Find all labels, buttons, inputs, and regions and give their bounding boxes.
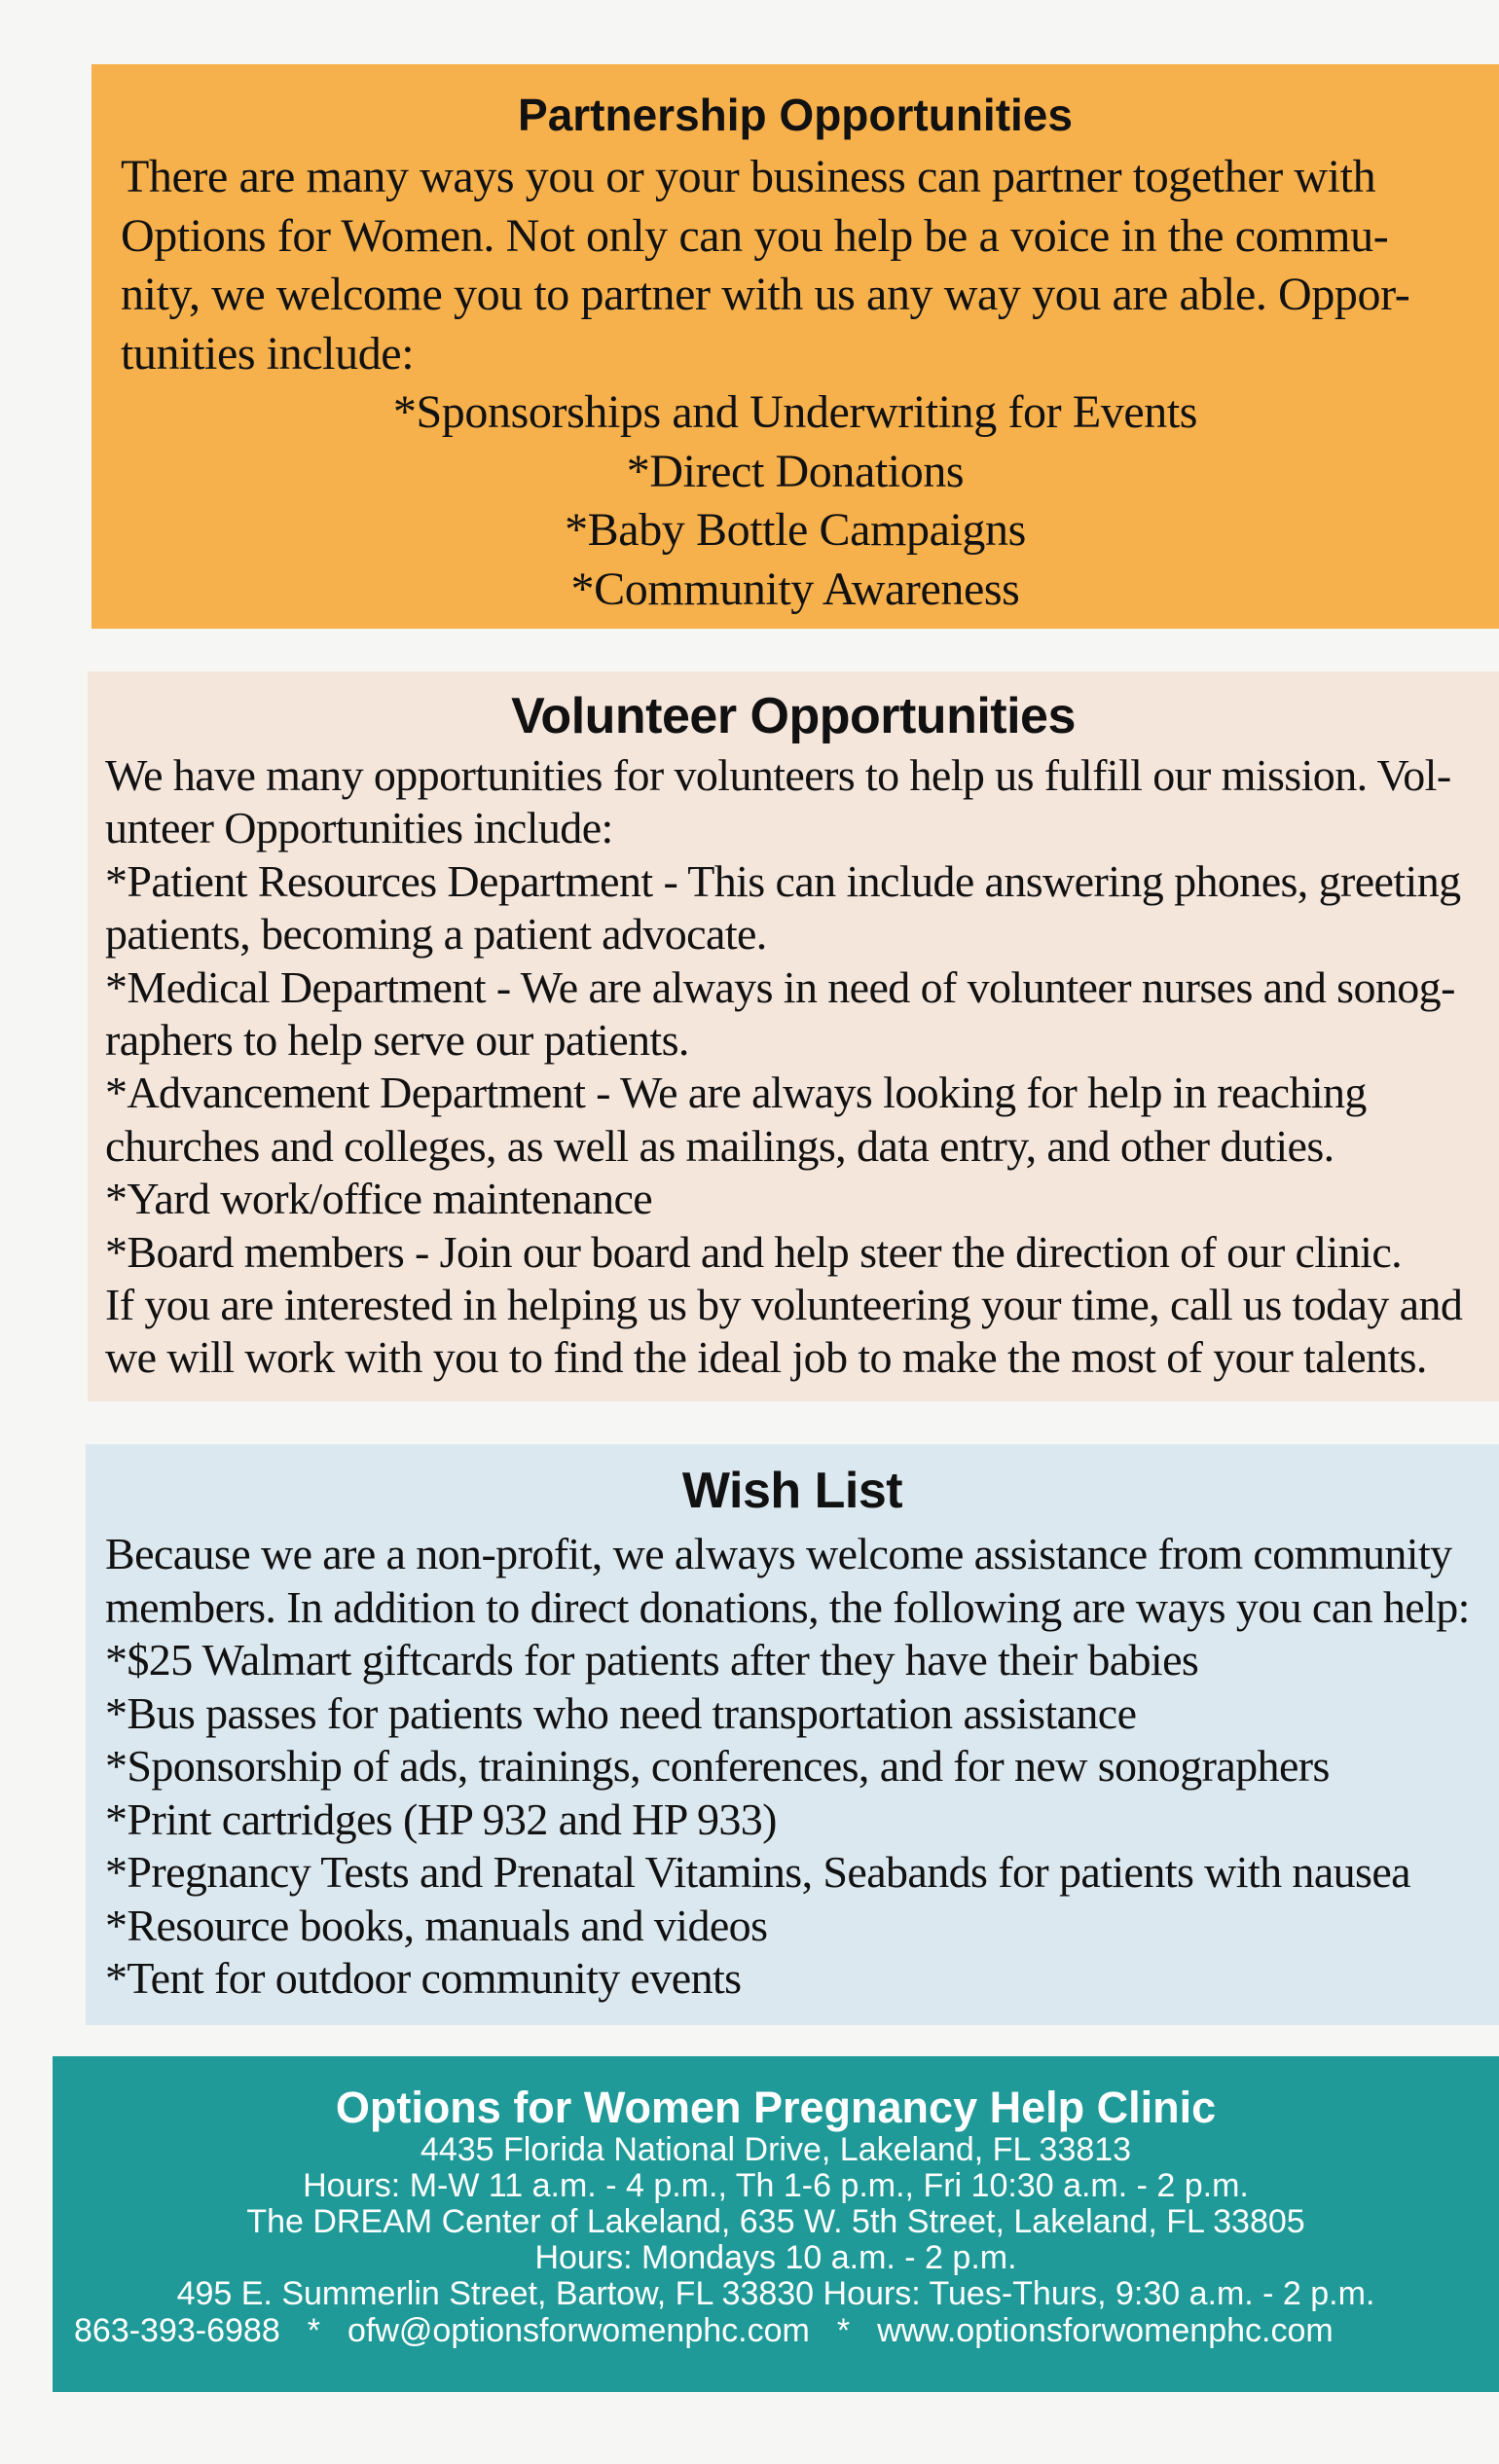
volunteer-line: *Advancement Department - We are always looking for help in reaching xyxy=(105,1068,1367,1118)
wishlist-line: Because we are a non-profit, we always welcome assistance from community xyxy=(105,1529,1452,1578)
separator: * xyxy=(307,2312,320,2349)
wishlist-line: *Pregnancy Tests and Prenatal Vitamins, Seabands for patients with nausea xyxy=(105,1847,1410,1897)
clinic-hours: Hours: M-W 11 a.m. - 4 p.m., Th 1-6 p.m., Fri 10:30 a.m. - 2 p.m. xyxy=(303,2167,1249,2204)
wishlist-line: *Sponsorship of ads, trainings, conferences, and for new sonographers xyxy=(105,1741,1330,1791)
partnership-title: Partnership Opportunities xyxy=(518,90,1073,140)
wishlist-line: *$25 Walmart giftcards for patients after they have their babies xyxy=(105,1635,1199,1685)
clinic-footer xyxy=(53,2056,1499,2392)
partnership-intro-line: tunities include: xyxy=(121,327,415,380)
volunteer-line: churches and colleges, as well as mailings, data entry, and other duties. xyxy=(105,1120,1334,1171)
dream-center-hours: Hours: Mondays 10 a.m. - 2 p.m. xyxy=(534,2239,1017,2276)
volunteer-panel xyxy=(88,671,1499,1401)
volunteer-line: *Patient Resources Department - This can include answering phones, greeting xyxy=(105,855,1461,906)
wishlist-title: Wish List xyxy=(681,1463,903,1519)
wishlist-line: *Print cartridges (HP 932 and HP 933) xyxy=(105,1794,777,1844)
volunteer-title: Volunteer Opportunities xyxy=(511,688,1076,744)
wishlist-line: *Bus passes for patients who need transportation assistance xyxy=(105,1687,1137,1738)
volunteer-line: patients, becoming a patient advocate. xyxy=(105,909,767,960)
volunteer-line: We have many opportunities for volunteers to help us fulfill our mission. Vol- xyxy=(105,750,1451,800)
clinic-name: Options for Women Pregnancy Help Clinic xyxy=(335,2083,1217,2132)
partnership-intro-line: Options for Women. Not only can you help be a voice in the commu- xyxy=(121,209,1389,262)
contact-row xyxy=(53,2312,1499,2349)
email-link[interactable]: ofw@optionsforwomenphc.com xyxy=(347,2312,810,2349)
volunteer-line: raphers to help serve our patients. xyxy=(105,1015,689,1066)
volunteer-line: *Board members - Join our board and help steer the direction of our clinic. xyxy=(105,1226,1403,1277)
wishlist-line: *Tent for outdoor community events xyxy=(105,1953,742,2003)
partnership-intro-line: nity, we welcome you to partner with us any way you are able. Oppor- xyxy=(121,269,1410,320)
volunteer-line: *Yard work/office maintenance xyxy=(105,1174,653,1224)
bartow-address-hours: 495 E. Summerlin Street, Bartow, FL 33830 Hours: Tues-Thurs, 9:30 a.m. - 2 p.m. xyxy=(176,2275,1375,2312)
partnership-item: *Sponsorships and Underwriting for Events xyxy=(392,386,1198,438)
partnership-item: *Community Awareness xyxy=(570,562,1020,615)
phone-number[interactable]: 863-393-6988 xyxy=(74,2312,280,2349)
partnership-item: *Direct Donations xyxy=(626,445,965,497)
wishlist-line: members. In addition to direct donations, the following are ways you can help: xyxy=(105,1581,1470,1632)
volunteer-line: If you are interested in helping us by volunteering your time, call us today and xyxy=(105,1280,1463,1330)
volunteer-line: we will work with you to find the ideal job to make the most of your talents. xyxy=(105,1332,1427,1383)
wishlist-panel xyxy=(86,1444,1499,2025)
website-link[interactable]: www.optionsforwomenphc.com xyxy=(877,2312,1334,2349)
dream-center-address: The DREAM Center of Lakeland, 635 W. 5th Street, Lakeland, FL 33805 xyxy=(246,2203,1305,2240)
volunteer-line: *Medical Department - We are always in need of volunteer nurses and sonog- xyxy=(105,961,1455,1012)
clinic-address: 4435 Florida National Drive, Lakeland, FL 33813 xyxy=(420,2131,1132,2168)
partnership-intro-line: There are many ways you or your business can partner together with xyxy=(121,151,1376,202)
wishlist-line: *Resource books, manuals and videos xyxy=(105,1900,768,1950)
separator: * xyxy=(836,2312,851,2349)
partnership-item: *Baby Bottle Campaigns xyxy=(565,504,1026,556)
partnership-panel xyxy=(91,64,1499,629)
volunteer-line: unteer Opportunities include: xyxy=(105,803,613,853)
